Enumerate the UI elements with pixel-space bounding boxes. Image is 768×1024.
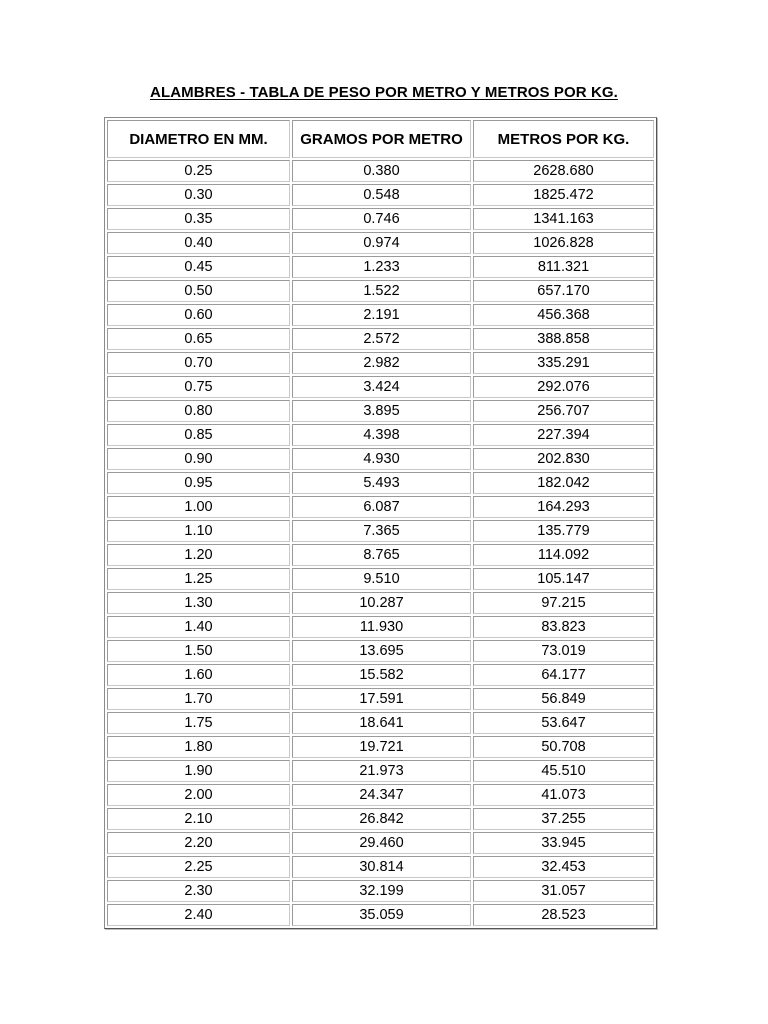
cell-meters-per-kg: 41.073: [473, 784, 654, 806]
cell-grams-per-meter: 6.087: [292, 496, 471, 518]
cell-diameter: 0.90: [107, 448, 290, 470]
cell-meters-per-kg: 164.293: [473, 496, 654, 518]
table-row: [107, 712, 654, 734]
table-row: [107, 280, 654, 302]
cell-grams-per-meter: 24.347: [292, 784, 471, 806]
table-row: [107, 448, 654, 470]
cell-diameter: 0.85: [107, 424, 290, 446]
cell-diameter: 2.10: [107, 808, 290, 830]
header-diameter: DIAMETRO EN MM.: [107, 120, 290, 158]
table-row: [107, 664, 654, 686]
cell-grams-per-meter: 21.973: [292, 760, 471, 782]
cell-meters-per-kg: 83.823: [473, 616, 654, 638]
cell-diameter: 0.70: [107, 352, 290, 374]
cell-grams-per-meter: 30.814: [292, 856, 471, 878]
table-row: [107, 832, 654, 854]
cell-grams-per-meter: 3.424: [292, 376, 471, 398]
cell-meters-per-kg: 97.215: [473, 592, 654, 614]
wire-weight-table: [105, 118, 656, 928]
table-row: [107, 472, 654, 494]
cell-grams-per-meter: 4.398: [292, 424, 471, 446]
cell-meters-per-kg: 64.177: [473, 664, 654, 686]
cell-grams-per-meter: 4.930: [292, 448, 471, 470]
cell-grams-per-meter: 5.493: [292, 472, 471, 494]
table-row: [107, 184, 654, 206]
table-row: [107, 208, 654, 230]
cell-grams-per-meter: 18.641: [292, 712, 471, 734]
cell-meters-per-kg: 227.394: [473, 424, 654, 446]
cell-diameter: 0.30: [107, 184, 290, 206]
cell-diameter: 1.75: [107, 712, 290, 734]
cell-diameter: 1.40: [107, 616, 290, 638]
cell-diameter: 2.20: [107, 832, 290, 854]
cell-diameter: 1.00: [107, 496, 290, 518]
cell-meters-per-kg: 1026.828: [473, 232, 654, 254]
cell-meters-per-kg: 292.076: [473, 376, 654, 398]
cell-grams-per-meter: 15.582: [292, 664, 471, 686]
header-meters-per-kg: METROS POR KG.: [473, 120, 654, 158]
cell-grams-per-meter: 29.460: [292, 832, 471, 854]
table-row: [107, 808, 654, 830]
cell-grams-per-meter: 3.895: [292, 400, 471, 422]
table-row: [107, 256, 654, 278]
cell-meters-per-kg: 135.779: [473, 520, 654, 542]
cell-meters-per-kg: 182.042: [473, 472, 654, 494]
cell-grams-per-meter: 10.287: [292, 592, 471, 614]
cell-grams-per-meter: 19.721: [292, 736, 471, 758]
table-row: [107, 568, 654, 590]
cell-diameter: 0.50: [107, 280, 290, 302]
cell-grams-per-meter: 13.695: [292, 640, 471, 662]
cell-diameter: 0.45: [107, 256, 290, 278]
cell-grams-per-meter: 8.765: [292, 544, 471, 566]
cell-meters-per-kg: 50.708: [473, 736, 654, 758]
cell-meters-per-kg: 31.057: [473, 880, 654, 902]
cell-grams-per-meter: 7.365: [292, 520, 471, 542]
cell-meters-per-kg: 56.849: [473, 688, 654, 710]
wire-weight-table-container: [104, 117, 657, 929]
cell-grams-per-meter: 35.059: [292, 904, 471, 926]
table-row: [107, 616, 654, 638]
cell-meters-per-kg: 73.019: [473, 640, 654, 662]
table-row: [107, 400, 654, 422]
table-row: [107, 688, 654, 710]
cell-diameter: 2.30: [107, 880, 290, 902]
table-row: [107, 760, 654, 782]
cell-diameter: 1.25: [107, 568, 290, 590]
table-row: [107, 160, 654, 182]
cell-diameter: 0.25: [107, 160, 290, 182]
table-row: [107, 304, 654, 326]
cell-grams-per-meter: 0.974: [292, 232, 471, 254]
cell-meters-per-kg: 2628.680: [473, 160, 654, 182]
cell-diameter: 0.65: [107, 328, 290, 350]
cell-grams-per-meter: 26.842: [292, 808, 471, 830]
cell-meters-per-kg: 335.291: [473, 352, 654, 374]
table-row: [107, 880, 654, 902]
cell-diameter: 1.10: [107, 520, 290, 542]
cell-diameter: 1.70: [107, 688, 290, 710]
cell-diameter: 1.20: [107, 544, 290, 566]
cell-meters-per-kg: 202.830: [473, 448, 654, 470]
cell-grams-per-meter: 9.510: [292, 568, 471, 590]
cell-grams-per-meter: 11.930: [292, 616, 471, 638]
cell-diameter: 1.50: [107, 640, 290, 662]
table-row: [107, 328, 654, 350]
cell-meters-per-kg: 256.707: [473, 400, 654, 422]
cell-meters-per-kg: 114.092: [473, 544, 654, 566]
cell-grams-per-meter: 32.199: [292, 880, 471, 902]
cell-meters-per-kg: 37.255: [473, 808, 654, 830]
table-row: [107, 544, 654, 566]
cell-grams-per-meter: 2.982: [292, 352, 471, 374]
cell-meters-per-kg: 1341.163: [473, 208, 654, 230]
cell-grams-per-meter: 0.380: [292, 160, 471, 182]
cell-meters-per-kg: 33.945: [473, 832, 654, 854]
header-grams-per-meter: GRAMOS POR METRO: [292, 120, 471, 158]
table-row: [107, 496, 654, 518]
cell-meters-per-kg: 811.321: [473, 256, 654, 278]
cell-meters-per-kg: 105.147: [473, 568, 654, 590]
cell-grams-per-meter: 2.572: [292, 328, 471, 350]
table-row: [107, 904, 654, 926]
cell-diameter: 2.40: [107, 904, 290, 926]
table-row: [107, 736, 654, 758]
cell-diameter: 0.95: [107, 472, 290, 494]
cell-grams-per-meter: 1.233: [292, 256, 471, 278]
cell-meters-per-kg: 456.368: [473, 304, 654, 326]
cell-diameter: 2.00: [107, 784, 290, 806]
table-row: [107, 520, 654, 542]
cell-grams-per-meter: 2.191: [292, 304, 471, 326]
cell-grams-per-meter: 0.548: [292, 184, 471, 206]
cell-meters-per-kg: 32.453: [473, 856, 654, 878]
cell-diameter: 0.80: [107, 400, 290, 422]
cell-meters-per-kg: 53.647: [473, 712, 654, 734]
cell-meters-per-kg: 28.523: [473, 904, 654, 926]
cell-diameter: 0.75: [107, 376, 290, 398]
table-row: [107, 424, 654, 446]
cell-diameter: 0.60: [107, 304, 290, 326]
table-row: [107, 784, 654, 806]
cell-meters-per-kg: 1825.472: [473, 184, 654, 206]
cell-grams-per-meter: 1.522: [292, 280, 471, 302]
cell-diameter: 2.25: [107, 856, 290, 878]
table-header-row: [107, 120, 654, 158]
table-row: [107, 856, 654, 878]
cell-diameter: 1.30: [107, 592, 290, 614]
cell-grams-per-meter: 17.591: [292, 688, 471, 710]
cell-diameter: 0.35: [107, 208, 290, 230]
page-title: ALAMBRES - TABLA DE PESO POR METRO Y METROS POR KG.: [150, 84, 618, 101]
cell-grams-per-meter: 0.746: [292, 208, 471, 230]
cell-diameter: 1.90: [107, 760, 290, 782]
table-row: [107, 232, 654, 254]
table-row: [107, 376, 654, 398]
table-row: [107, 352, 654, 374]
cell-diameter: 0.40: [107, 232, 290, 254]
cell-meters-per-kg: 45.510: [473, 760, 654, 782]
table-body: [107, 160, 654, 926]
cell-diameter: 1.80: [107, 736, 290, 758]
cell-meters-per-kg: 657.170: [473, 280, 654, 302]
table-row: [107, 640, 654, 662]
table-row: [107, 592, 654, 614]
cell-diameter: 1.60: [107, 664, 290, 686]
cell-meters-per-kg: 388.858: [473, 328, 654, 350]
